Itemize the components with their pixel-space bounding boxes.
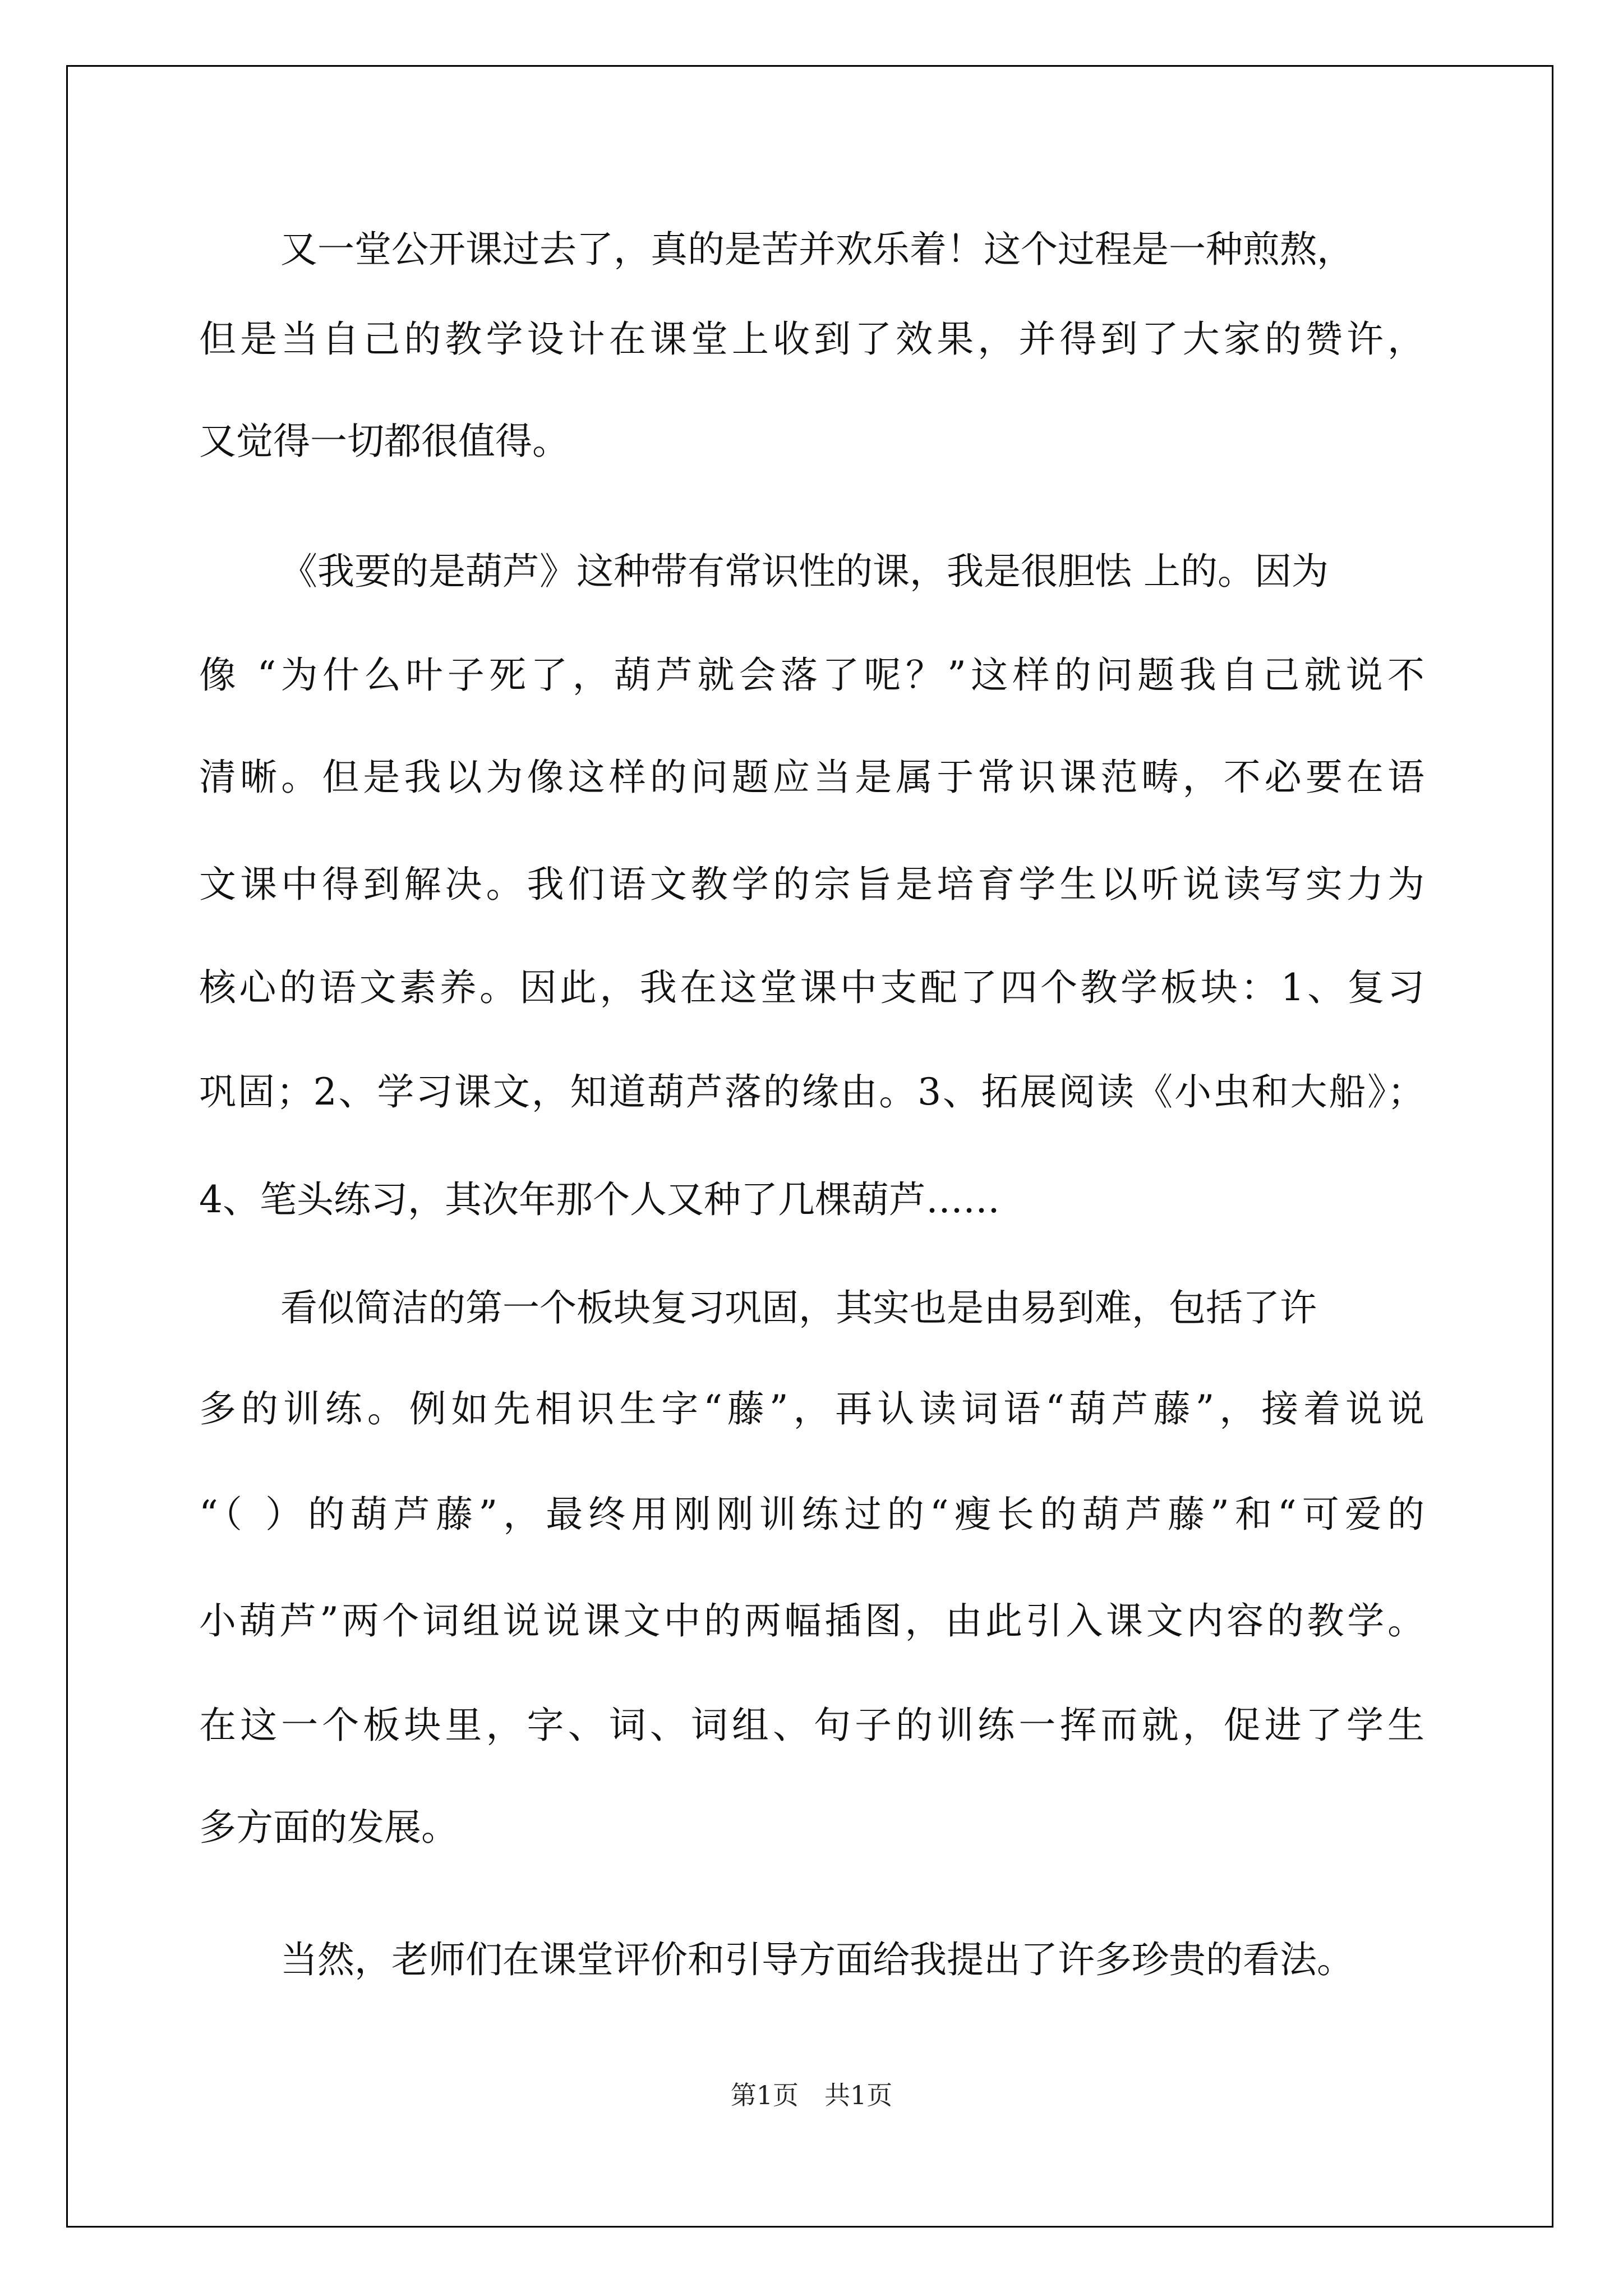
- paragraph-3-line-1: 看似简洁的第一个板块复习巩固，其实也是由易到难，包括了许: [280, 1286, 1317, 1329]
- paragraph-2-line-5: 核心的语文素养。因此，我在这堂课中支配了四个教学板块：1、复习: [199, 966, 1424, 1009]
- paragraph-2-line-3: 清晰。但是我以为像这样的问题应当是属于常识课范畴，不必要在语: [199, 756, 1424, 799]
- paragraph-2-line-2: 像 “为什么叶子死了，葫芦就会落了呢？”这样的问题我自己就说不: [199, 654, 1424, 697]
- page-frame: [66, 65, 1553, 2228]
- paragraph-3-line-6: 多方面的发展。: [199, 1806, 458, 1849]
- paragraph-2-line-6: 巩固；2、学习课文，知道葫芦落的缘由。3、拓展阅读《小虫和大船》；: [199, 1070, 1424, 1114]
- paragraph-3-line-5: 在这一个板块里，字、词、词组、句子的训练一挥而就，促进了学生: [199, 1704, 1424, 1747]
- paragraph-4-line-1: 当然，老师们在课堂评价和引导方面给我提出了许多珍贵的看法。: [280, 1938, 1354, 1981]
- paragraph-2-line-1: 《我要的是葫芦》这种带有常识性的课，我是很胆怯 上的。因为: [280, 550, 1329, 593]
- paragraph-1-line-3: 又觉得一切都很值得。: [199, 420, 569, 463]
- page-number-footer: 第1页 共1页: [730, 2080, 893, 2110]
- paragraph-1-line-1: 又一堂公开课过去了，真的是苦并欢乐着！这个过程是一种煎熬，: [280, 228, 1354, 271]
- paragraph-3-line-4: 小葫芦”两个词组说说课文中的两幅插图，由此引入课文内容的教学。: [199, 1599, 1424, 1642]
- paragraph-1-line-2: 但是当自己的教学设计在课堂上收到了效果，并得到了大家的赞许，: [199, 318, 1424, 361]
- paragraph-2-line-4: 文课中得到解决。我们语文教学的宗旨是培育学生以听说读写实力为: [199, 863, 1424, 906]
- paragraph-2-line-7: 4、笔头练习，其次年那个人又种了几棵葫芦……: [199, 1178, 1000, 1221]
- paragraph-3-line-3: “（ ）的葫芦藤”，最终用刚刚训练过的“瘦长的葫芦藤”和“可爱的: [199, 1493, 1424, 1536]
- paragraph-3-line-2: 多的训练。例如先相识生字“藤”，再认读词语“葫芦藤”，接着说说: [199, 1387, 1424, 1430]
